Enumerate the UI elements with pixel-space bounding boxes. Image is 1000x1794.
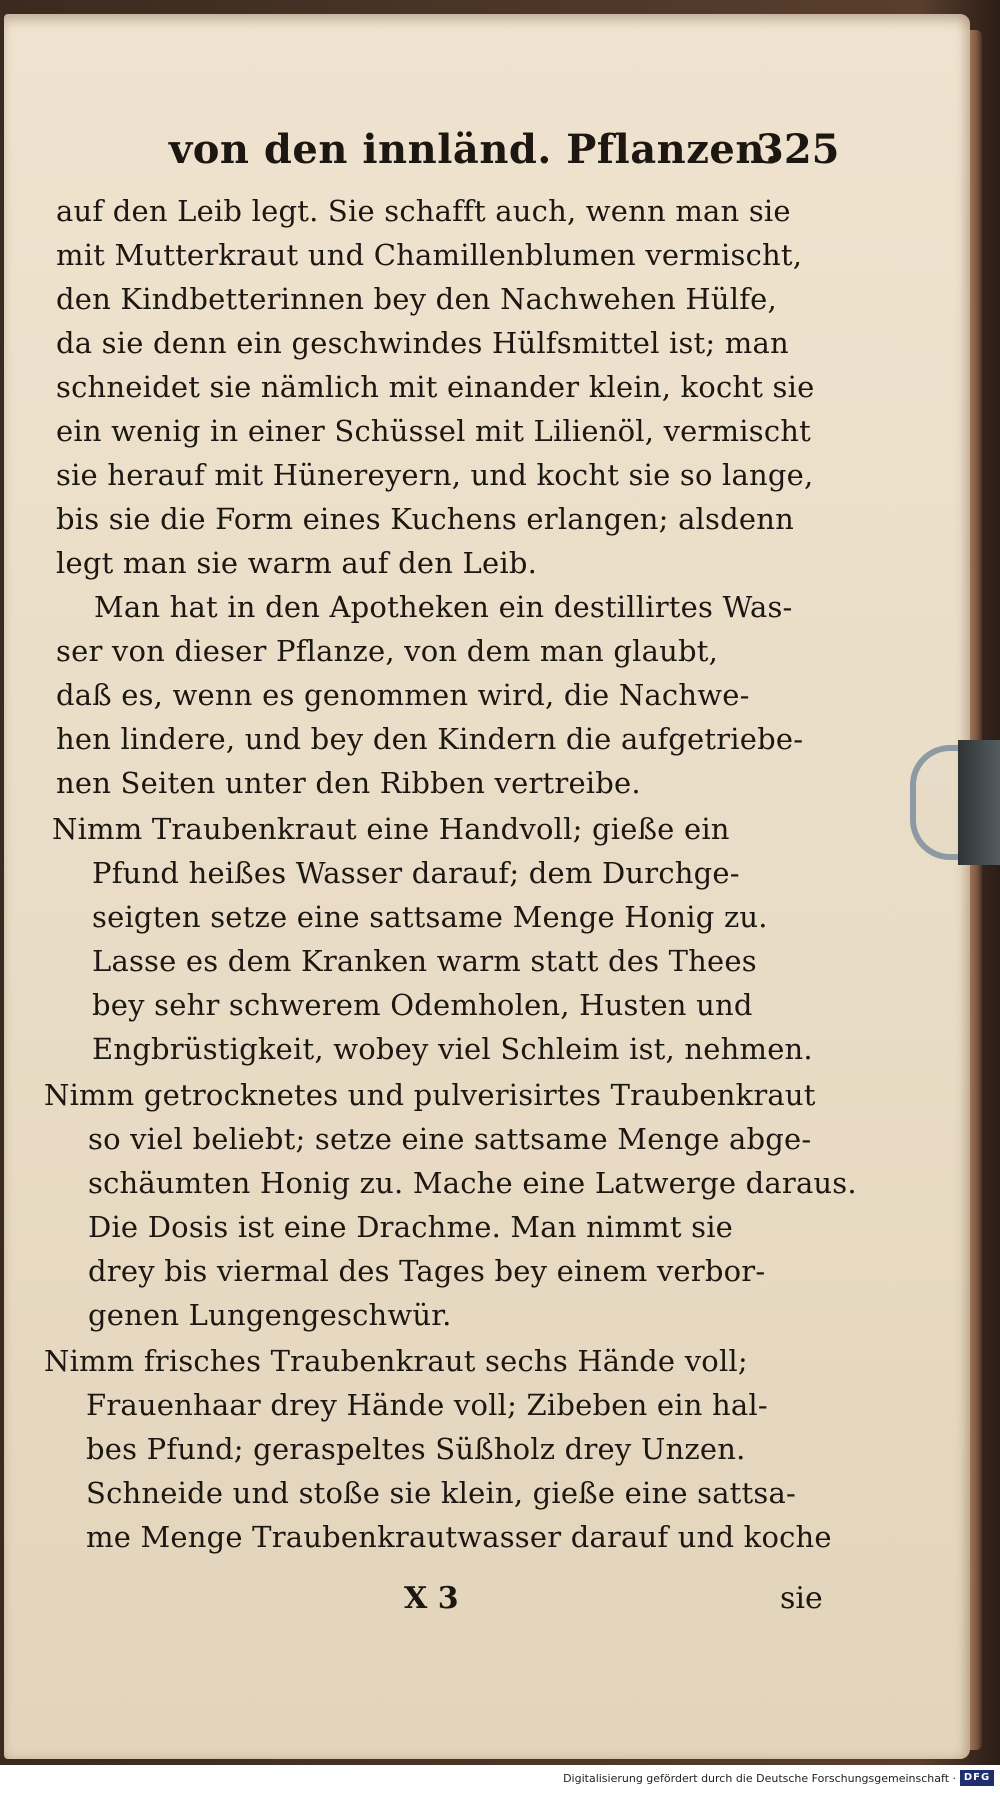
- text-line: hen lindere, und bey den Kindern die aufgetriebe-: [56, 722, 804, 756]
- text-line: legt man sie warm auf den Leib.: [56, 546, 538, 580]
- text-line: seigten setze eine sattsame Menge Honig zu.: [92, 900, 768, 934]
- book-page: [4, 14, 970, 1759]
- text-line: Pfund heißes Wasser darauf; dem Durchge-: [92, 856, 740, 890]
- text-line: nen Seiten unter den Ribben vertreibe.: [56, 766, 641, 800]
- catchword: sie: [780, 1581, 823, 1616]
- page-text-block: [4, 14, 970, 1759]
- text-line: ser von dieser Pflanze, von dem man glaubt,: [56, 634, 719, 668]
- text-line: so viel beliebt; setze eine sattsame Menge abge-: [88, 1122, 812, 1156]
- text-line: Die Dosis ist eine Drachme. Man nimmt sie: [88, 1210, 734, 1244]
- text-line: mit Mutterkraut und Chamillenblumen vermischt,: [56, 238, 803, 272]
- text-line: da sie denn ein geschwindes Hülfsmittel ist; man: [56, 326, 789, 360]
- text-line: me Menge Traubenkrautwasser darauf und koche: [86, 1520, 832, 1554]
- text-line: Nimm getrocknetes und pulverisirtes Traubenkraut: [44, 1078, 816, 1112]
- text-line: bis sie die Form eines Kuchens erlangen; alsdenn: [56, 502, 794, 536]
- text-line: den Kindbetterinnen bey den Nachwehen Hülfe,: [56, 282, 777, 316]
- text-line: daß es, wenn es genommen wird, die Nachwe-: [56, 678, 750, 712]
- text-line: Schneide und stoße sie klein, gieße eine sattsa-: [86, 1476, 796, 1510]
- text-line: schäumten Honig zu. Mache eine Latwerge daraus.: [88, 1166, 857, 1200]
- text-line: Man hat in den Apotheken ein destillirtes Was-: [94, 590, 793, 624]
- text-line: schneidet sie nämlich mit einander klein, kocht sie: [56, 370, 815, 404]
- text-line: bey sehr schwerem Odemholen, Husten und: [92, 988, 753, 1022]
- running-head: von den innländ. Pflanzen.: [169, 126, 780, 173]
- text-line: ein wenig in einer Schüssel mit Lilienöl, vermischt: [56, 414, 812, 448]
- text-line: Frauenhaar drey Hände voll; Zibeben ein hal-: [86, 1388, 768, 1422]
- page-number: 325: [756, 126, 840, 173]
- digitization-credit: Digitalisierung gefördert durch die Deutsche Forschungsgemeinschaft ·: [563, 1772, 956, 1785]
- text-line: genen Lungengeschwür.: [88, 1298, 452, 1332]
- text-line: bes Pfund; geraspeltes Süßholz drey Unzen.: [86, 1432, 746, 1466]
- text-line: auf den Leib legt. Sie schafft auch, wenn man sie: [56, 194, 791, 228]
- signature-mark: X 3: [404, 1581, 459, 1616]
- text-line: Nimm frisches Traubenkraut sechs Hände voll;: [44, 1344, 748, 1378]
- dfg-logo: DFG: [960, 1770, 994, 1786]
- text-line: drey bis viermal des Tages bey einem verbor-: [88, 1254, 766, 1288]
- text-line: Nimm Traubenkraut eine Handvoll; gieße ein: [52, 812, 730, 846]
- clip-holder: [958, 740, 1000, 865]
- text-line: sie herauf mit Hünereyern, und kocht sie so lange,: [56, 458, 814, 492]
- text-line: Engbrüstigkeit, wobey viel Schleim ist, nehmen.: [92, 1032, 813, 1066]
- page-stack-edge: [968, 30, 982, 1750]
- text-line: Lasse es dem Kranken warm statt des Thees: [92, 944, 757, 978]
